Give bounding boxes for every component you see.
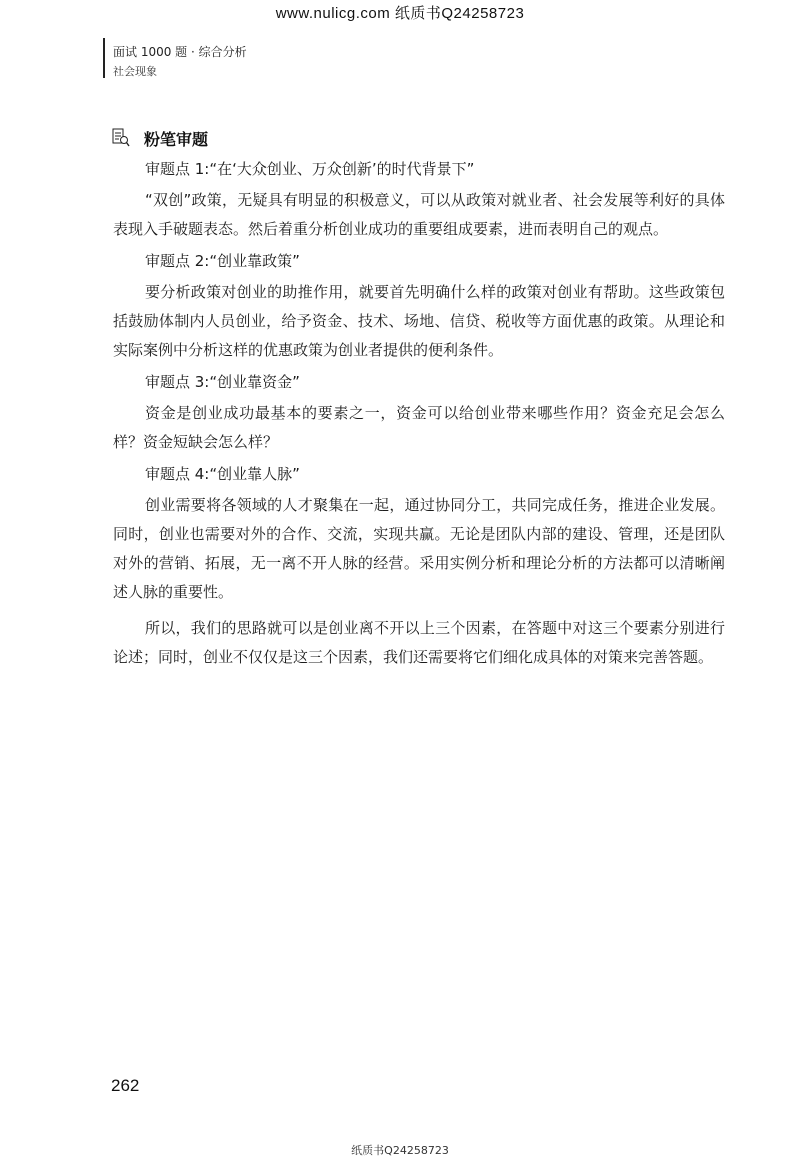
point-1-label: 审题点 1:“在‘大众创业、万众创新’的时代背景下” (145, 160, 475, 178)
point-4-label: 审题点 4:“创业靠人脉” (145, 465, 300, 483)
magnifier-book-icon (112, 128, 130, 148)
bottom-watermark: 纸质书Q24258723 (351, 1144, 449, 1157)
point-3-body: 资金是创业成功最基本的要素之一，资金可以给创业带来哪些作用？资金充足会怎么样？资金短缺会怎么样？ (113, 404, 725, 451)
header-rule (103, 38, 105, 78)
point-2-label: 审题点 2:“创业靠政策” (145, 252, 300, 270)
point-1-body: “双创”政策，无疑具有明显的积极意义，可以从政策对就业者、社会发展等利好的具体表现入手破题表态。然后着重分析创业成功的重要组成要素，进而表明自己的观点。 (113, 191, 725, 238)
point-4-body: 创业需要将各领域的人才聚集在一起，通过协同分工，共同完成任务，推进企业发展。同时，创业也需要对外的合作、交流，实现共赢。无论是团队内部的建设、管理，还是团队对外的营销、拓展，无一离不开人脉的经营。采用实例分析和理论分析的方法都可以清晰阐述人脉的重要性。 (113, 496, 725, 601)
point-2-body: 要分析政策对创业的助推作用，就要首先明确什么样的政策对创业有帮助。这些政策包括鼓励体制内人员创业，给予资金、技术、场地、信贷、税收等方面优惠的政策。从理论和实际案例中分析这样的优惠政策为创业者提供的便利条件。 (113, 283, 725, 359)
page-number: 262 (111, 1076, 140, 1095)
header-title: 面试 1000 题 · 综合分析 (113, 45, 247, 59)
conclusion-paragraph: 所以，我们的思路就可以是创业离不开以上三个因素，在答题中对这三个要素分别进行论述；同时，创业不仅仅是这三个因素，我们还需要将它们细化成具体的对策来完善答题。 (113, 619, 725, 666)
point-3-label: 审题点 3:“创业靠资金” (145, 373, 300, 391)
top-watermark: www.nulicg.com 纸质书Q24258723 (275, 5, 525, 22)
section-title: 粉笔审题 (144, 130, 209, 149)
content-body (113, 152, 725, 672)
header-subtitle: 社会现象 (113, 65, 157, 78)
